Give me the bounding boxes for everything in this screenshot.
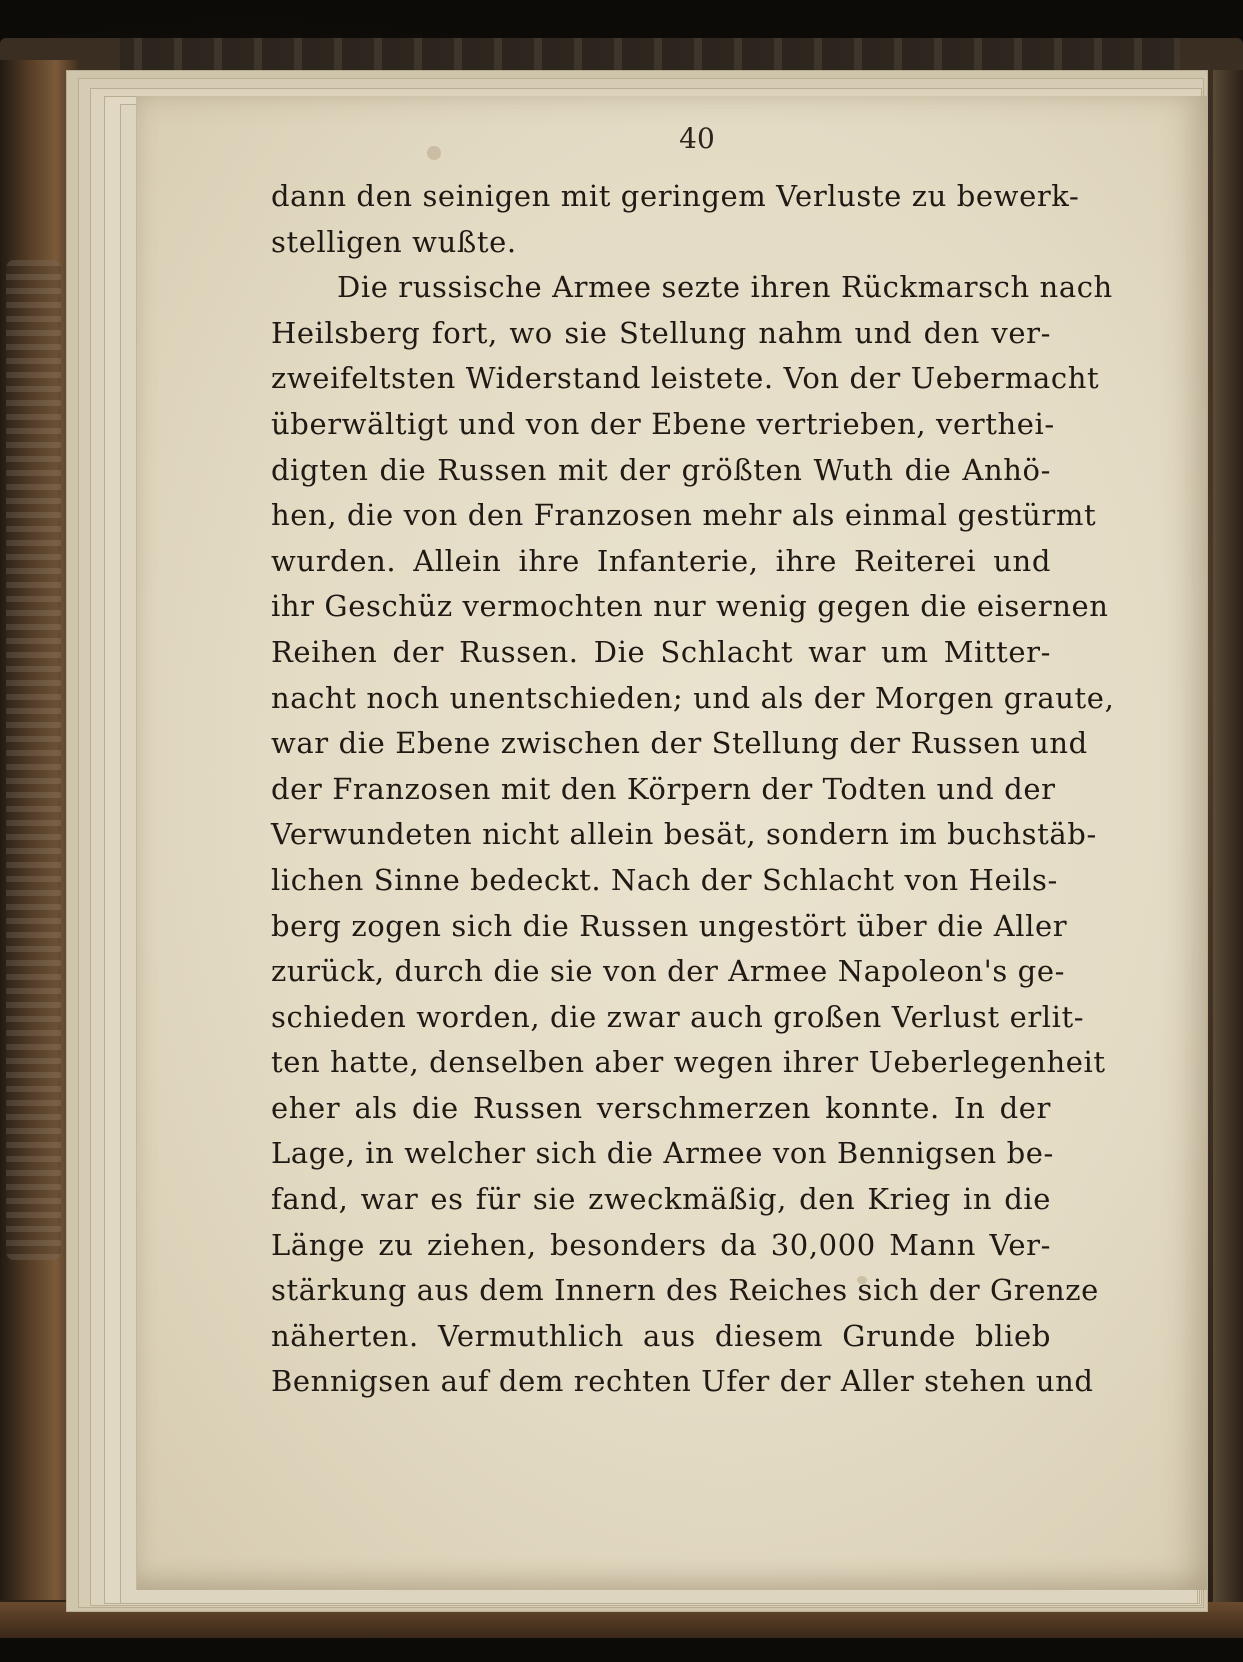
text-line: stärkung aus dem Innern des Reiches sich der Grenze bbox=[271, 1273, 1099, 1308]
text-line: dann den seinigen mit geringem Verluste zu bewerk- bbox=[271, 179, 1080, 213]
text-line: Heilsberg fort, wo sie Stellung nahm und den ver- bbox=[271, 315, 1051, 350]
book-page bbox=[136, 96, 1207, 1590]
text-line: zurück, durch die sie von der Armee Napoleon's ge- bbox=[271, 954, 1065, 989]
text-line: hen, die von den Franzosen mehr als einmal gestürmt bbox=[271, 498, 1097, 533]
text-line: berg zogen sich die Russen ungestört über die Aller bbox=[271, 908, 1068, 943]
text-line: eher als die Russen verschmerzen konnte. In der bbox=[271, 1090, 1051, 1125]
text-line: Lage, in welcher sich die Armee von Bennigsen be- bbox=[271, 1136, 1054, 1171]
text-line: überwältigt und von der Ebene vertrieben, verthei- bbox=[271, 406, 1055, 441]
text-line: wurden. Allein ihre Infanterie, ihre Reiterei und bbox=[271, 543, 1051, 578]
text-line: digten die Russen mit der größten Wuth die Anhö- bbox=[271, 452, 1051, 487]
page-number: 40 bbox=[679, 122, 715, 155]
spine-wear bbox=[6, 260, 61, 1260]
text-line: lichen Sinne bedeckt. Nach der Schlacht von Heils- bbox=[271, 862, 1058, 897]
text-line: Länge zu ziehen, besonders da 30,000 Mann Ver- bbox=[271, 1227, 1051, 1262]
cover-edge-top bbox=[120, 38, 1180, 74]
text-line: Reihen der Russen. Die Schlacht war um Mitter- bbox=[271, 634, 1051, 669]
text-line: zweifeltsten Widerstand leistete. Von der Uebermacht bbox=[271, 361, 1100, 396]
text-line: Verwundeten nicht allein besät, sondern im buchstäb- bbox=[271, 817, 1097, 852]
text-line: schieden worden, die zwar auch großen Verlust erlit- bbox=[271, 999, 1085, 1034]
text-line: nacht noch unentschieden; und als der Morgen graute, bbox=[271, 680, 1115, 715]
paper-stain bbox=[427, 146, 441, 160]
text-line: fand, war es für sie zweckmäßig, den Krieg in die bbox=[271, 1182, 1051, 1217]
text-line: näherten. Vermuthlich aus diesem Grunde blieb bbox=[271, 1318, 1051, 1353]
cover-edge-right bbox=[1213, 70, 1243, 1610]
body-text bbox=[271, 174, 1115, 1405]
text-line: war die Ebene zwischen der Stellung der Russen und bbox=[271, 726, 1088, 761]
text-line: stelligen wußte. bbox=[271, 224, 517, 259]
text-line: ihr Geschüz vermochten nur wenig gegen die eisernen bbox=[271, 589, 1109, 624]
text-line: der Franzosen mit den Körpern der Todten und der bbox=[271, 771, 1056, 806]
text-line: ten hatte, denselben aber wegen ihrer Ueberlegenheit bbox=[271, 1045, 1106, 1080]
text-line: Bennigsen auf dem rechten Ufer der Aller stehen und bbox=[271, 1364, 1094, 1399]
text-line: Die russische Armee sezte ihren Rückmarsch nach bbox=[337, 270, 1113, 305]
